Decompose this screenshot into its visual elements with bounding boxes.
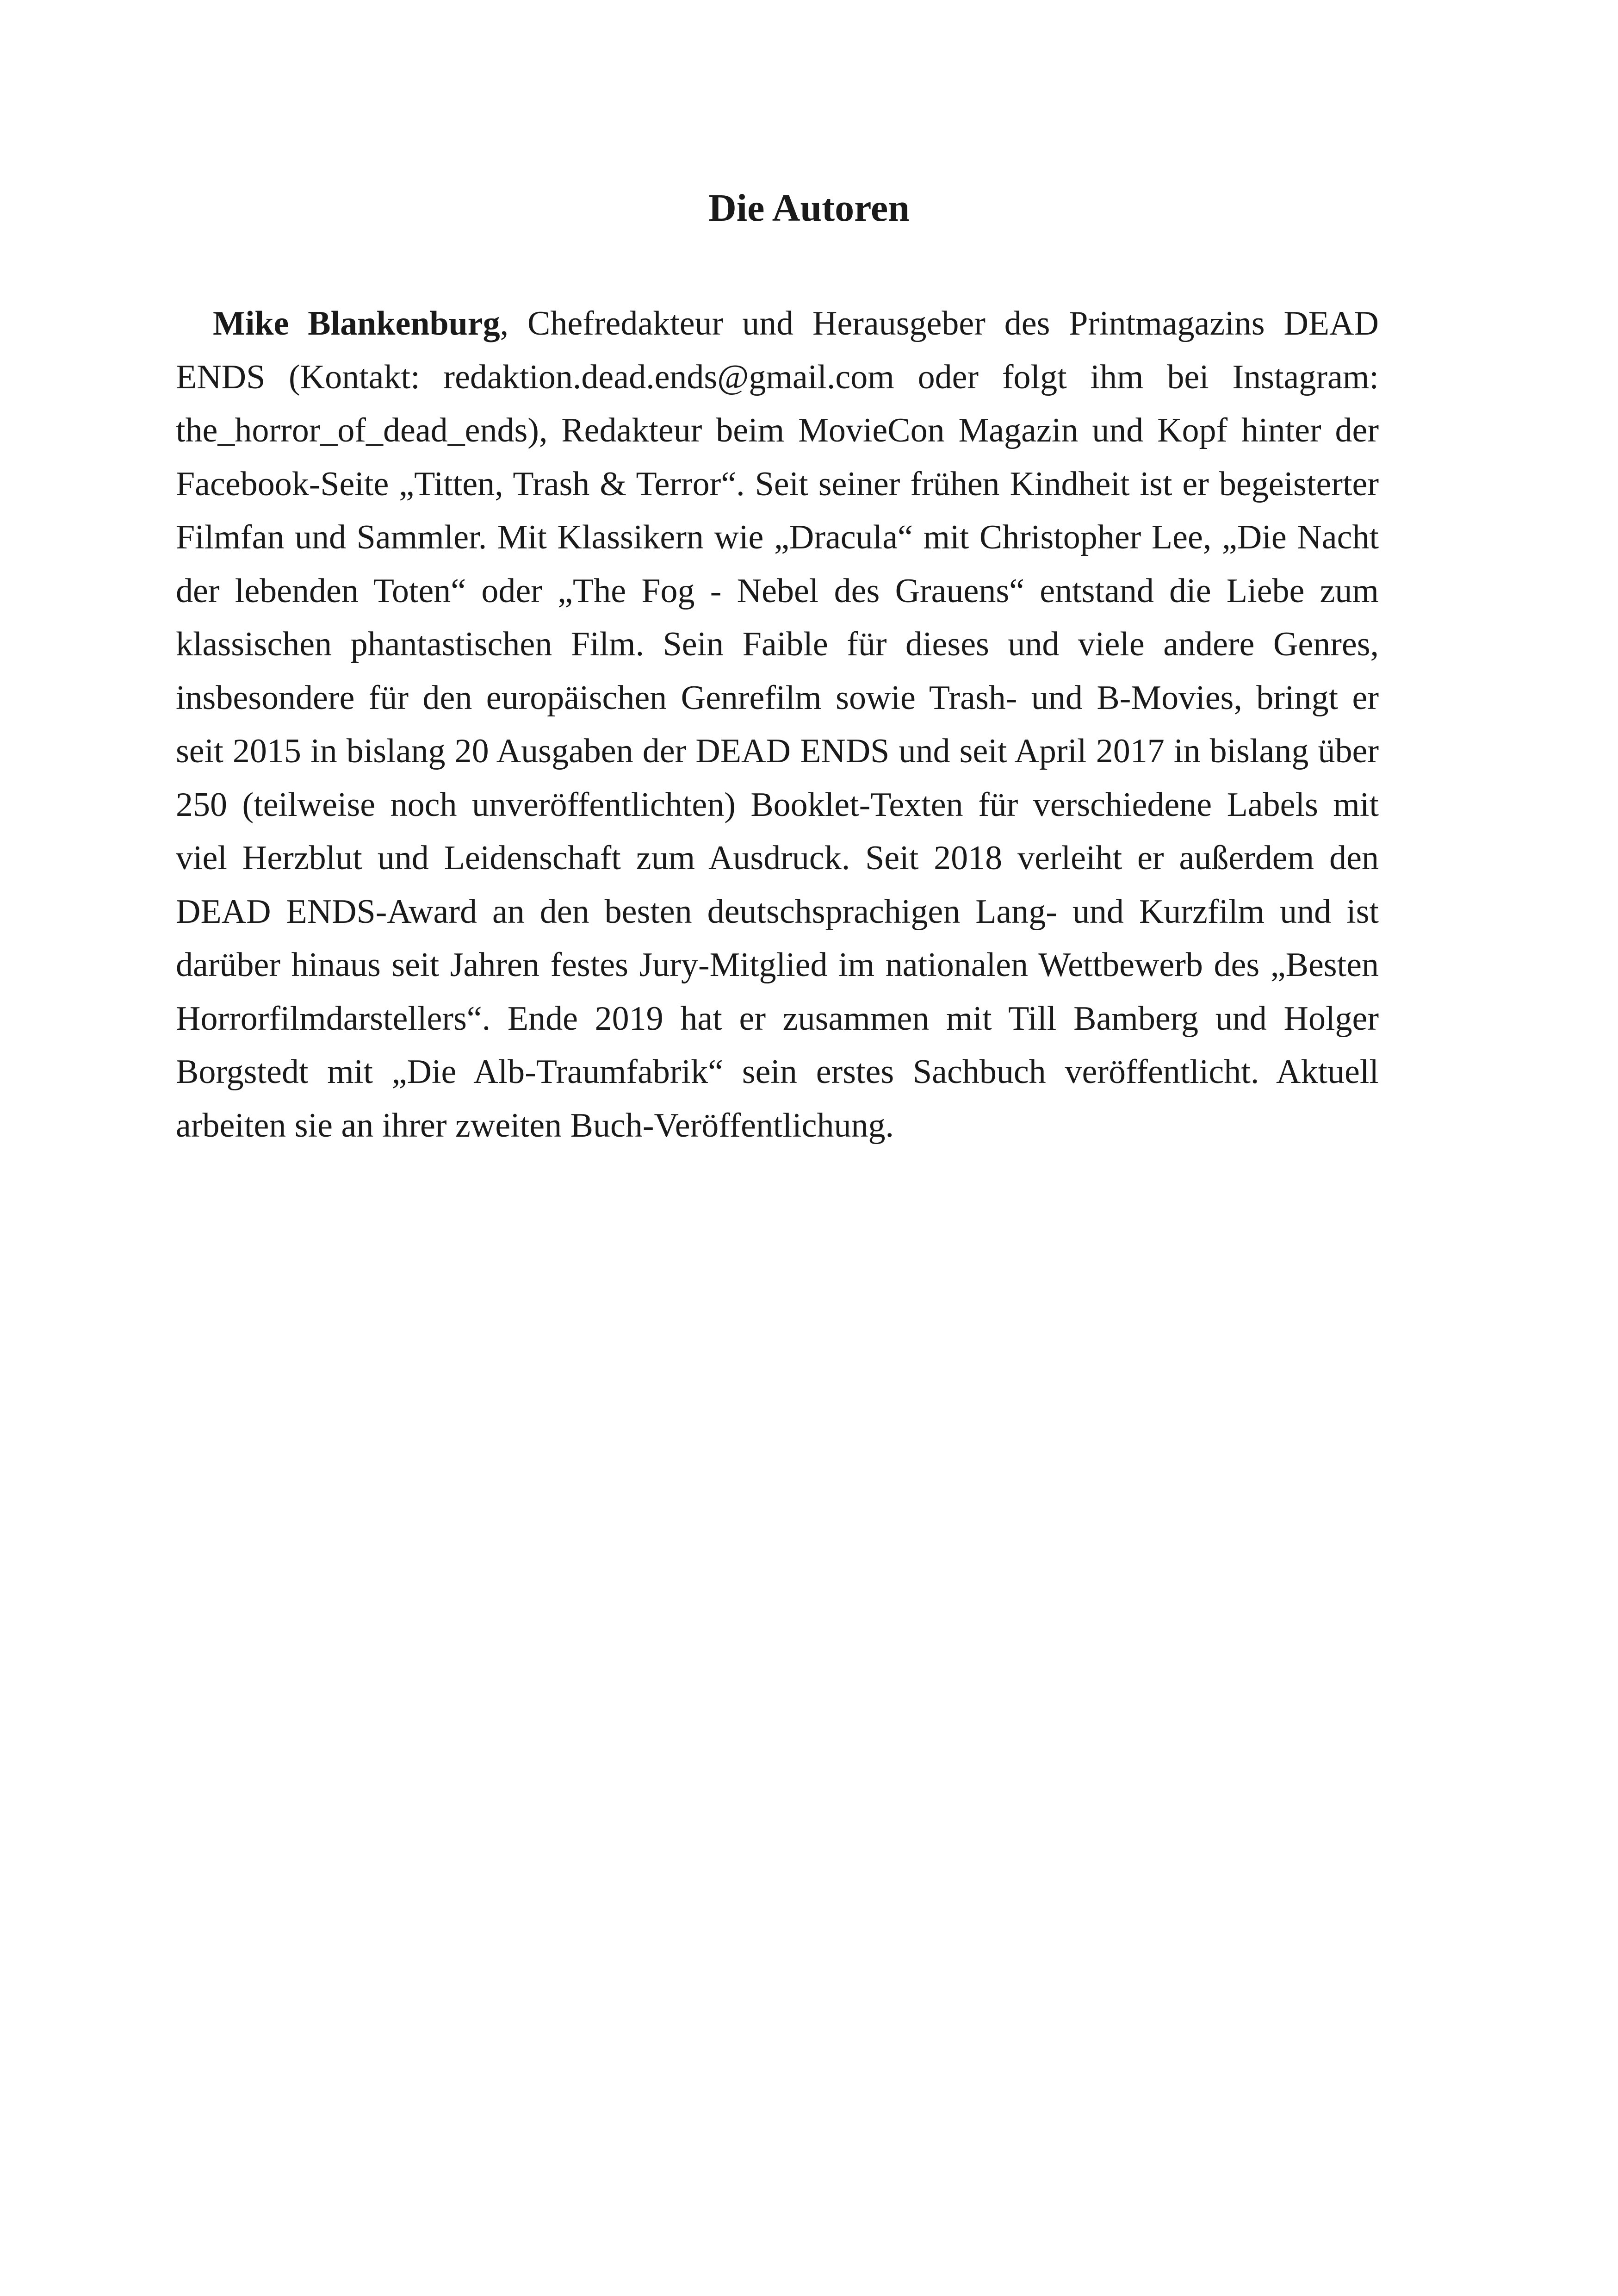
- author-name: Mike Blankenburg: [213, 305, 500, 342]
- page-title: Die Autoren: [708, 187, 910, 230]
- author-bio-paragraph: [176, 297, 1379, 1152]
- author-bio-text: , Chefredakteur und Herausgeber des Printmagazins DEAD ENDS (Kontakt: redaktion.dead.ends@gmail.com oder folgt ihm bei Instagram: the_horror_of_dead_ends), Redakteur beim MovieCon Magazin und Kopf hinter der Facebook-Seite „Titten, Trash & Terror“. Seit seiner frühen Kindheit ist er begeisterter Filmfan und Sammler. Mit Klassikern wie „Dracula“ mit Christopher Lee, „Die Nacht der lebenden Toten“ oder „The Fog - Nebel des Grauens“ entstand die Liebe zum klassischen phantastischen Film. Sein Faible für dieses und viele andere Genres, insbesondere für den europäischen Genrefilm sowie Trash- und B-Movies, bringt er seit 2015 in bislang 20 Ausgaben der DEAD ENDS und seit April 2017 in bislang über 250 (teilweise noch unveröffentlichten) Booklet-Texten für verschiedene Labels mit viel Herzblut und Leidenschaft zum Ausdruck. Seit 2018 verleiht er außerdem den DEAD ENDS-Award an den besten deutschsprachigen Lang- und Kurzfilm und ist darüber hinaus seit Jahren festes Jury-Mitglied im nationalen Wettbewerb des „Besten Horrorfilmdarstellers“. Ende 2019 hat er zusammen mit Till Bamberg und Holger Borgstedt mit „Die Alb-Traumfabrik“ sein erstes Sachbuch veröffentlicht. Aktuell arbeiten sie an ihrer zweiten Buch-Veröffentlichung.: [176, 305, 1379, 1145]
